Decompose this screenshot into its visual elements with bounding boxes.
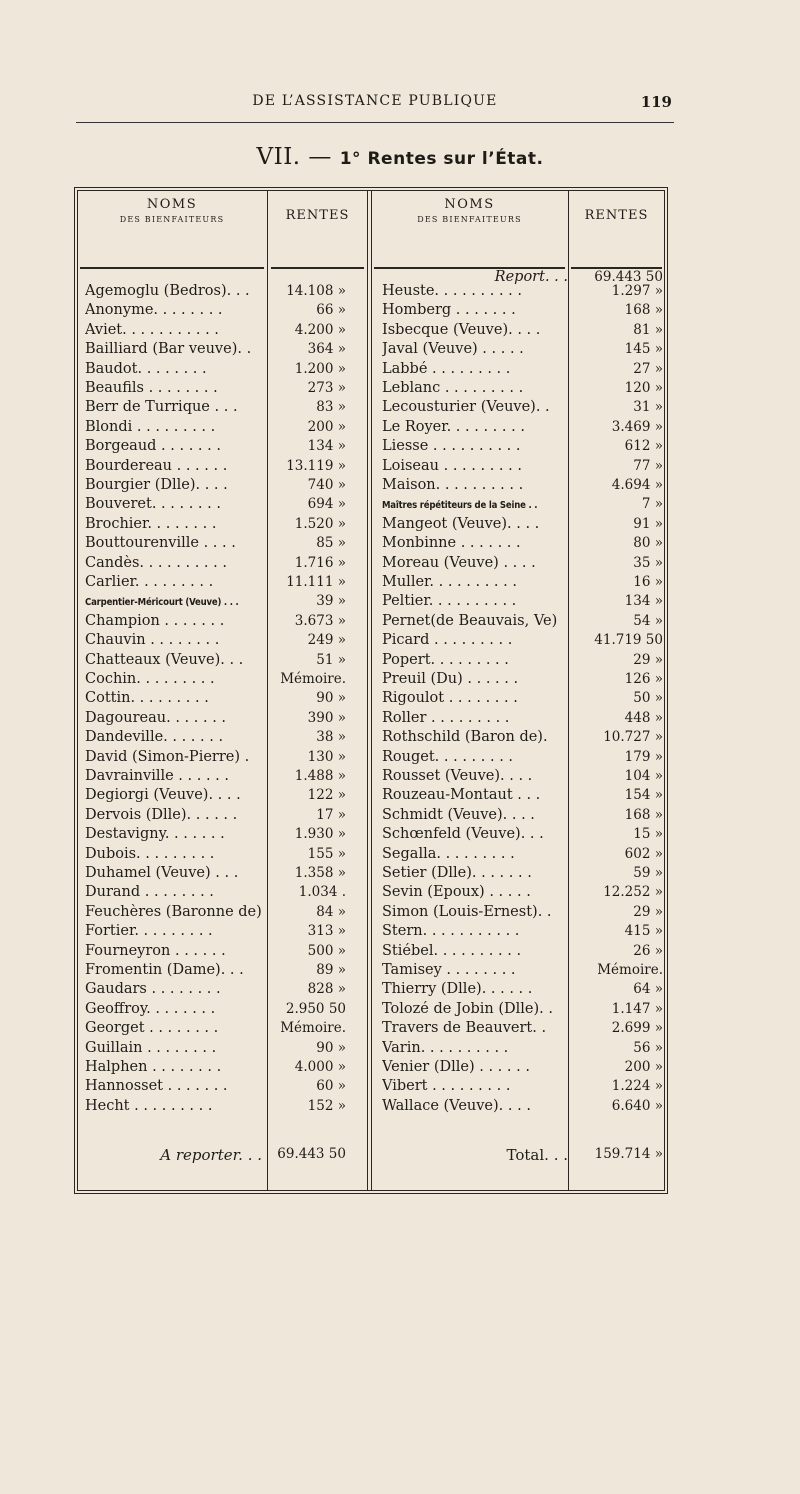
report-value: 69.443 50 (594, 269, 663, 285)
benefactor-name: Preuil (Du) . . . . . . (382, 671, 519, 687)
benefactor-name: Fromentin (Dame). . . (85, 962, 244, 978)
benefactor-name: Berr de Turrique . . . (85, 399, 238, 416)
benefactor-name: Liesse . . . . . . . . . . (382, 438, 521, 455)
rente-value: 1.930 » (294, 826, 346, 843)
benefactor-name: Feuchères (Baronne de) (85, 903, 262, 920)
benefactor-name: Popert. . . . . . . . . (382, 651, 509, 668)
table-row (0, 865, 800, 884)
rente-value: 1.488 » (294, 768, 346, 784)
benefactor-name: Vibert . . . . . . . . . (382, 1078, 511, 1095)
table-row (0, 341, 800, 360)
benefactor-name: Homberg . . . . . . . (382, 302, 516, 319)
table-row (0, 807, 800, 826)
table-row (0, 690, 800, 709)
benefactor-name: Fourneyron . . . . . . (85, 942, 226, 959)
column-header-rentes-left (271, 197, 364, 223)
benefactor-name: Degiorgi (Veuve). . . . (85, 787, 241, 804)
table-row (0, 749, 800, 768)
table-row (0, 923, 800, 942)
table-row (0, 652, 800, 671)
benefactor-name: Geoffroy. . . . . . . . (85, 1000, 216, 1017)
rente-value: 90 » (316, 1039, 346, 1056)
table-footer (0, 1146, 800, 1166)
rente-value: 168 » (624, 806, 663, 823)
rente-value: 89 » (316, 962, 346, 978)
page-number: 119 (640, 93, 672, 111)
table-row (0, 555, 800, 574)
rente-value: 90 » (316, 690, 346, 707)
rente-value: 1.147 » (611, 1000, 663, 1017)
benefactor-name: Bouveret. . . . . . . . (85, 496, 221, 513)
benefactor-name: Gaudars . . . . . . . . (85, 981, 221, 998)
rente-value: 50 » (633, 690, 663, 707)
benefactor-name: Destavigny. . . . . . . (85, 826, 225, 843)
table-row (0, 535, 800, 554)
benefactor-name: Mangeot (Veuve). . . . (382, 515, 540, 532)
rente-value: 740 » (307, 477, 346, 493)
a-reporter-value: 69.443 50 (277, 1146, 346, 1162)
benefactor-name: Schœnfeld (Veuve). . . (382, 826, 544, 843)
benefactor-name: Baudot. . . . . . . . (85, 360, 207, 377)
section-dash: — (308, 144, 332, 170)
header-rentes: RENTES (584, 208, 649, 223)
table-row (0, 1001, 800, 1020)
benefactor-name: Schmidt (Veuve). . . . (382, 806, 535, 823)
rente-value: 54 » (633, 612, 663, 629)
rente-value: 2.699 » (611, 1020, 663, 1037)
rente-value: 4.694 » (611, 477, 663, 493)
rente-value: 390 » (307, 709, 346, 726)
rente-value: 168 » (624, 302, 663, 319)
rente-value: 134 » (624, 593, 663, 610)
rente-value: 15 » (633, 826, 663, 843)
rente-value: 122 » (307, 787, 346, 804)
benefactor-name: Aviet. . . . . . . . . . . (85, 321, 219, 338)
benefactor-name: Bouttourenville . . . . (85, 535, 236, 552)
rente-value: 11.111 » (286, 574, 346, 590)
report-label: Report. . . (494, 269, 568, 285)
rente-value: 364 » (307, 341, 346, 358)
rente-value: 152 » (307, 1097, 346, 1114)
table-row (0, 787, 800, 806)
rente-value: 66 » (316, 302, 346, 319)
rente-value: 1.358 » (294, 865, 346, 881)
rente-value: 56 » (633, 1039, 663, 1056)
header-des-bienfaiteurs: DES BIENFAITEURS (417, 215, 522, 224)
table-row (0, 419, 800, 438)
benefactor-name: Venier (Dlle) . . . . . . (382, 1059, 530, 1075)
column-header-rentes-right (571, 197, 662, 223)
benefactor-name: Heuste. . . . . . . . . . (382, 283, 522, 299)
benefactor-name: Varin. . . . . . . . . . (382, 1039, 509, 1056)
table-row (0, 981, 800, 1000)
rente-value: 83 » (316, 399, 346, 416)
section-subtitle: 1° Rentes sur l’État. (339, 149, 544, 169)
header-noms: NOMS (146, 197, 198, 212)
rente-value: 35 » (633, 554, 663, 571)
benefactor-name: Bourgier (Dlle). . . . (85, 477, 228, 493)
table-row (0, 962, 800, 981)
rente-value: 10.727 » (603, 729, 663, 746)
rente-value: 200 » (307, 418, 346, 435)
rente-value: 29 » (633, 903, 663, 920)
benefactor-name: Setier (Dlle). . . . . . . (382, 865, 532, 881)
rente-value: 27 » (633, 360, 663, 377)
rente-value: 60 » (316, 1078, 346, 1095)
table-row (0, 904, 800, 923)
rente-value: 6.640 » (611, 1097, 663, 1114)
benefactor-name: Davrainville . . . . . . (85, 768, 230, 784)
benefactor-name: Carlier. . . . . . . . . (85, 574, 214, 590)
table-row (0, 943, 800, 962)
rente-value: 273 » (307, 380, 346, 396)
header-noms: NOMS (444, 197, 495, 212)
rente-value: 51 » (316, 651, 346, 668)
rente-value: 91 » (633, 515, 663, 532)
rente-value: 17 » (316, 806, 346, 823)
table-row (0, 593, 800, 612)
benefactor-name: Le Royer. . . . . . . . . (382, 418, 525, 435)
benefactor-name: Dagoureau. . . . . . . (85, 709, 227, 726)
benefactor-name: Isbecque (Veuve). . . . (382, 321, 541, 338)
table-row (0, 516, 800, 535)
benefactor-name: Brochier. . . . . . . . (85, 515, 217, 532)
benefactor-name: Maîtres répétiteurs de la Seine . . (382, 500, 538, 512)
table-row (0, 322, 800, 341)
rente-value: 154 » (624, 787, 663, 804)
rente-value: 84 » (316, 903, 346, 920)
rente-value: 179 » (624, 748, 663, 765)
benefactor-name: Carpentier-Méricourt (Veuve) . . . (85, 597, 239, 609)
benefactor-name: Muller. . . . . . . . . . (382, 574, 517, 590)
benefactor-name: Rothschild (Baron de). (382, 729, 548, 746)
rente-value: 612 » (624, 438, 663, 455)
table-row (0, 438, 800, 457)
rente-value: 155 » (307, 845, 346, 862)
table-row (0, 671, 800, 690)
rente-value: Mémoire. (280, 671, 346, 687)
rente-value: 4.000 » (294, 1059, 346, 1075)
benefactor-name: Wallace (Veuve). . . . (382, 1097, 531, 1114)
benefactor-name: David (Simon-Pierre) . (85, 748, 250, 765)
table-row (0, 613, 800, 632)
table-row (0, 826, 800, 845)
section-number: VII. (256, 144, 301, 170)
rente-value: 31 » (633, 399, 663, 416)
benefactor-name: Thierry (Dlle). . . . . . (382, 981, 533, 998)
rente-value: 1.297 » (611, 283, 663, 299)
rente-value: 13.119 » (286, 457, 346, 474)
rente-value: 130 » (307, 748, 346, 765)
rente-value: 3.673 » (294, 612, 346, 629)
rente-value: 602 » (624, 845, 663, 862)
total-value: 159.714 » (594, 1146, 663, 1162)
benefactor-name: Stiébel. . . . . . . . . . (382, 942, 522, 959)
rente-value: 77 » (633, 457, 663, 474)
benefactor-name: Candès. . . . . . . . . . (85, 554, 227, 571)
benefactor-name: Dubois. . . . . . . . . (85, 845, 215, 862)
table-row (0, 477, 800, 496)
benefactor-name: Tolozé de Jobin (Dlle). . (382, 1000, 553, 1017)
running-header (76, 93, 674, 117)
benefactor-name: Pernet(de Beauvais, Ve) (382, 612, 558, 629)
rente-value: 134 » (307, 438, 346, 455)
section-title (0, 144, 800, 170)
benefactor-name: Halphen . . . . . . . . (85, 1059, 222, 1075)
table-row (0, 846, 800, 865)
rente-value: 64 » (633, 981, 663, 998)
rente-value: 415 » (624, 923, 663, 940)
header-rentes: RENTES (285, 208, 350, 223)
benefactor-name: Hecht . . . . . . . . . (85, 1097, 213, 1114)
benefactor-name: Rigoulot . . . . . . . . (382, 690, 518, 707)
table-row (0, 399, 800, 418)
benefactor-name: Bailliard (Bar veuve). . (85, 341, 252, 358)
rente-value: 1.224 » (611, 1078, 663, 1095)
rente-value: 200 » (624, 1059, 663, 1075)
benefactor-name: Duhamel (Veuve) . . . (85, 865, 239, 881)
benefactor-name: Agemoglu (Bedros). . . (85, 283, 250, 299)
rente-value: 39 » (316, 593, 346, 610)
table-row (0, 884, 800, 903)
benefactor-name: Sevin (Epoux) . . . . . (382, 884, 531, 901)
benefactor-name: Cochin. . . . . . . . . (85, 671, 215, 687)
rente-value: 1.200 » (294, 360, 346, 377)
benefactor-name: Borgeaud . . . . . . . (85, 438, 221, 455)
table-row (0, 283, 800, 302)
table-row (0, 710, 800, 729)
benefactor-name: Cottin. . . . . . . . . (85, 690, 209, 707)
benefactor-name: Rouzeau-Montaut . . . (382, 787, 541, 804)
benefactor-name: Labbé . . . . . . . . . (382, 360, 511, 377)
rente-value: 828 » (307, 981, 346, 998)
benefactor-name: Maison. . . . . . . . . . (382, 477, 524, 493)
benefactor-name: Dervois (Dlle). . . . . . (85, 806, 238, 823)
benefactor-name: Rousset (Veuve). . . . (382, 768, 533, 784)
rente-value: 448 » (624, 709, 663, 726)
benefactor-name: Picard . . . . . . . . . (382, 632, 513, 649)
table-row (0, 361, 800, 380)
rente-value: 14.108 » (286, 283, 346, 299)
rente-value: 29 » (633, 651, 663, 668)
header-des-bienfaiteurs: DES BIENFAITEURS (119, 215, 225, 224)
rente-value: 26 » (633, 942, 663, 959)
benefactor-name: Hannosset . . . . . . . (85, 1078, 228, 1095)
benefactor-name: Segalla. . . . . . . . . (382, 845, 515, 862)
table-row (0, 302, 800, 321)
benefactor-name: Lecousturier (Veuve). . (382, 399, 550, 416)
table-row (0, 768, 800, 787)
rente-value: 1.716 » (294, 554, 346, 571)
running-title: DE L’ASSISTANCE PUBLIQUE (252, 93, 498, 109)
benefactor-name: Champion . . . . . . . (85, 612, 225, 629)
benefactor-name: Tamisey . . . . . . . . (382, 962, 516, 978)
benefactor-name: Georget . . . . . . . . (85, 1020, 219, 1037)
benefactor-name: Javal (Veuve) . . . . . (382, 341, 524, 358)
benefactor-name: Durand . . . . . . . . (85, 884, 214, 901)
benefactor-name: Chauvin . . . . . . . . (85, 632, 220, 649)
benefactor-name: Stern. . . . . . . . . . . (382, 923, 520, 940)
table-row (0, 458, 800, 477)
benefactor-name: Anonyme. . . . . . . . (85, 302, 223, 319)
benefactor-name: Beaufils . . . . . . . . (85, 380, 218, 396)
rente-value: 81 » (633, 321, 663, 338)
rente-value: 7 » (641, 496, 663, 513)
table-row (0, 1040, 800, 1059)
table-row (0, 1059, 800, 1078)
benefactor-name: Moreau (Veuve) . . . . (382, 554, 536, 571)
rente-value: 145 » (624, 341, 663, 358)
benefactor-name: Blondi . . . . . . . . . (85, 418, 216, 435)
benefactor-name: Travers de Beauvert. . (382, 1020, 547, 1037)
rente-value: Mémoire. (597, 962, 663, 978)
table-row (0, 380, 800, 399)
benefactor-name: Guillain . . . . . . . . (85, 1039, 217, 1056)
rente-value: 2.950 50 (285, 1000, 346, 1017)
benefactor-name: Rouget. . . . . . . . . (382, 748, 514, 765)
rente-value: 85 » (316, 535, 346, 552)
rente-value: 12.252 » (603, 884, 663, 901)
rente-value: 120 » (624, 380, 663, 396)
benefactor-name: Fortier. . . . . . . . . (85, 923, 213, 940)
rente-value: Mémoire. (280, 1020, 346, 1037)
benefactor-name: Dandeville. . . . . . . (85, 729, 224, 746)
column-header-names-left (80, 197, 264, 224)
table-row (0, 574, 800, 593)
rente-value: 249 » (307, 632, 346, 649)
table-row (0, 1020, 800, 1039)
table-row (0, 1098, 800, 1117)
benefactor-name: Loiseau . . . . . . . . . (382, 457, 522, 474)
benefactor-name: Simon (Louis-Ernest). . (382, 903, 552, 920)
rente-value: 1.034 . (298, 884, 346, 901)
rente-value: 16 » (633, 574, 663, 590)
rente-value: 1.520 » (294, 515, 346, 532)
benefactor-name: Monbinne . . . . . . . (382, 535, 521, 552)
table-row (0, 632, 800, 651)
benefactor-name: Bourdereau . . . . . . (85, 457, 228, 474)
rente-value: 126 » (624, 671, 663, 687)
a-reporter-label: A reporter. . . (160, 1146, 262, 1164)
rente-value: 80 » (633, 535, 663, 552)
table-row (0, 1078, 800, 1097)
rente-value: 313 » (307, 923, 346, 940)
benefactor-name: Peltier. . . . . . . . . . (382, 593, 517, 610)
benefactor-name: Roller . . . . . . . . . (382, 709, 510, 726)
total-label: Total. . . (506, 1146, 568, 1164)
rente-value: 4.200 » (294, 321, 346, 338)
rente-value: 38 » (316, 729, 346, 746)
rente-value: 41.719 50 (594, 632, 663, 649)
rente-value: 3.469 » (611, 418, 663, 435)
benefactor-name: Chatteaux (Veuve). . . (85, 651, 244, 668)
rente-value: 104 » (624, 768, 663, 784)
benefactor-name: Leblanc . . . . . . . . . (382, 380, 524, 396)
rente-value: 694 » (307, 496, 346, 513)
header-rule (76, 122, 674, 123)
table-row (0, 729, 800, 748)
rente-value: 59 » (633, 865, 663, 881)
rente-value: 500 » (307, 942, 346, 959)
column-header-names-right (374, 197, 565, 224)
table-row (0, 496, 800, 515)
